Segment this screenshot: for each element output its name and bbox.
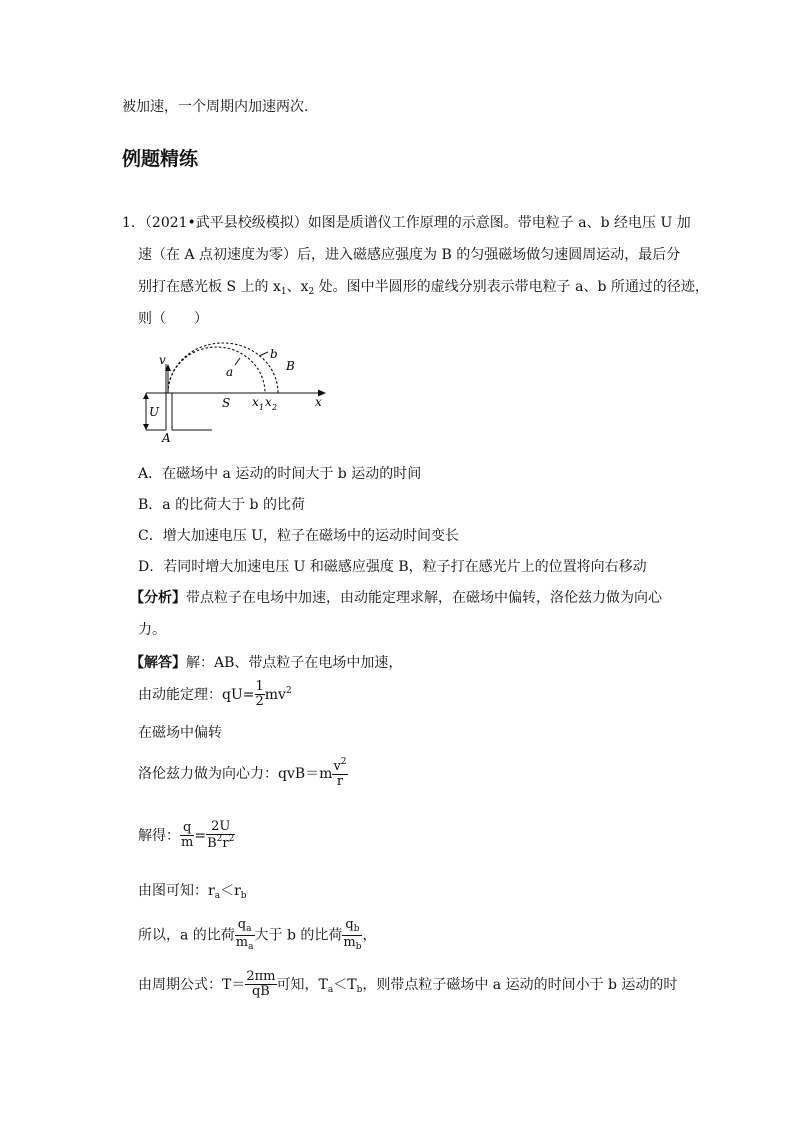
analysis-line-1 [130,587,662,607]
qb-numerator [342,918,362,935]
question-line-3 [138,276,709,297]
tb-sub: b [356,984,363,995]
ma-denominator [235,935,255,953]
option-b: B．a 的比荷大于 b 的比荷 [138,497,305,513]
label-A: A [162,431,171,445]
so-mid: 大于 b 的比荷 [254,927,343,944]
qb-mb-fraction [342,918,362,953]
subscript-2: 2 [308,287,315,297]
lorentz-equation-line [138,758,348,790]
q-over-m-fraction [180,821,194,851]
analysis-tag: 【分析】 [130,590,186,606]
answer-text-1: 解：AB、带点粒子在电场中加速， [186,655,403,671]
so-post: ， [362,927,377,944]
label-S: S [222,396,231,410]
label-x2: x [265,395,272,409]
v2-over-r-fraction [332,758,347,790]
energy-exponent: 2 [285,685,292,696]
q-numerator: q [183,820,192,835]
b2r2-denominator [206,834,235,851]
label-B: B [286,359,295,373]
label-a: a [226,365,234,379]
option-a: A．在磁场中 a 运动的时间大于 b 运动的时间 [138,466,422,482]
lorentz-lhs: qvB＝m [278,765,333,782]
r-exponent: 2 [228,834,235,845]
period-denominator: qB [245,984,276,999]
v-symbol: v [333,759,341,774]
question-text-1: （2021•武平县校级模拟）如图是质谱仪工作原理的示意图。带电粒子 a、b 经电压 U 加 [144,215,691,231]
subscript-1: 1 [280,287,287,297]
label-x1-sub: 1 [259,403,265,412]
mass-spectrometer-figure [140,338,340,446]
answer-tag: 【解答】 [130,655,186,671]
label-b: b [270,347,278,361]
qa-ma-fraction [235,918,255,953]
half-fraction [255,680,265,710]
energy-rhs: mv [264,686,286,703]
r-denominator: r [332,774,347,789]
period-numerator: 2πm [246,969,276,984]
label-x1: x [252,395,259,409]
voltage-arrow-down [143,424,149,430]
ma-sub: a [248,941,254,952]
ra-sub: a [214,891,221,901]
a-leader-line [235,358,240,365]
v2-numerator [332,758,347,774]
2u-fraction [206,820,235,852]
section-title: 例题精练 [122,148,199,170]
question-text-3a: 别打在感光板 S 上的 x [138,279,281,295]
lorentz-label: 洛伦兹力做为向心力： [138,765,278,782]
b-leader-line [259,352,268,356]
label-x: x [315,395,322,409]
energy-label: 由动能定理： [138,686,222,703]
label-v: v [159,353,166,367]
period-less-than: ＜T [333,976,357,993]
option-d: D．若同时增大加速电压 U 和磁感应强度 B，粒子打在感光片上的位置将向右移动 [138,559,647,575]
solve-equals: = [194,827,207,844]
question-line-1 [122,212,691,232]
question-line-4: 则（ ） [138,311,208,327]
mb-m: m [343,934,356,950]
m-denominator: m [181,835,194,851]
fig-label: 由图可知：r [138,883,215,899]
v-exponent: 2 [340,757,347,767]
energy-lhs: qU= [222,686,255,703]
2u-numerator: 2U [211,819,231,834]
mb-denominator [342,935,362,953]
b-exponent: 2 [216,834,223,845]
qb-sub: b [353,924,360,934]
ma-m: m [235,934,249,950]
analysis-line-2: 力。 [138,622,166,638]
question-number: 1． [122,215,145,231]
period-line [138,970,677,1000]
question-text-3c: 处。图中半圆形的虚线分别表示带电粒子 a、b 所通过的径迹， [314,279,709,295]
question-line-2: 速（在 A 点初速度为零）后，进入磁感应强度为 B 的匀强磁场做匀速圆周运动，最后分 [138,247,681,263]
question-text-3b: 、x [286,279,309,295]
qa-sub: a [246,924,252,934]
period-post-2: ，则带点粒子磁场中 a 运动的时间小于 b 运动的时 [362,976,678,993]
half-numerator: 1 [255,679,264,694]
qb-q: q [345,917,354,932]
period-fraction [245,970,276,1000]
analysis-text-1: 带点粒子在电场中加速，由动能定理求解，在磁场中偏转，洛伦兹力做为向心 [186,590,662,606]
figure-conclusion-line [138,880,247,901]
trajectory-b [168,343,278,393]
mb-sub: b [355,941,362,952]
rb-sub: b [240,891,247,901]
qa-q: q [237,917,247,932]
option-c: C．增大加速电压 U，粒子在磁场中的运动时间变长 [138,528,459,544]
label-x2-sub: 2 [272,403,278,412]
energy-equation-line [138,680,292,710]
half-denominator: 2 [255,694,264,710]
voltage-arrow-up [143,393,149,399]
fig-less-than: ＜r [220,883,241,899]
answer-line-1 [130,652,402,672]
charge-ratio-line [138,918,376,953]
r-symbol: r [222,836,229,852]
continued-text: 被加速，一个周期内加速两次． [122,99,318,115]
solve-label: 解得： [138,827,180,844]
period-label: 由周期公式：T＝ [138,976,246,993]
qa-numerator [235,918,255,935]
b-symbol: B [207,836,217,852]
so-pre: 所以，a 的比荷 [138,927,235,944]
period-post-1: 可知，T [276,976,328,993]
solve-equation-line [138,820,235,852]
label-U: U [149,405,160,419]
trajectory-a [168,347,265,393]
ta-sub: a [327,984,334,995]
deflect-line: 在磁场中偏转 [138,725,222,741]
